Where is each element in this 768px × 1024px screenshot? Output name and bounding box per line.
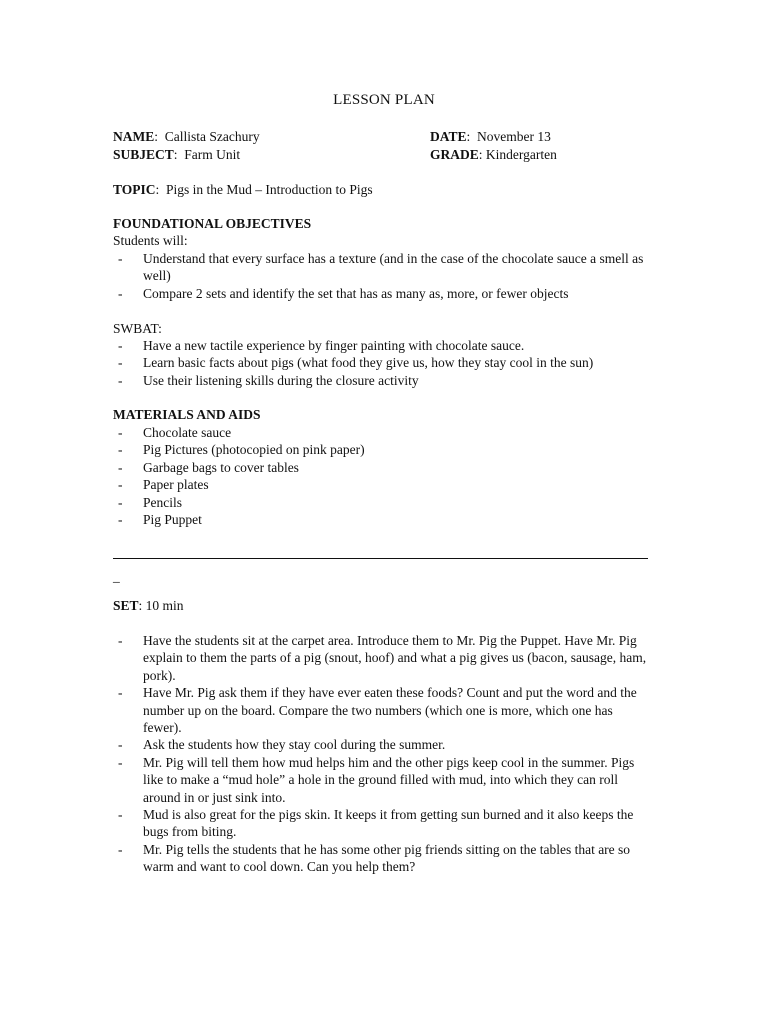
topic-colon: :: [155, 182, 160, 197]
dash-bullet: -: [118, 737, 123, 753]
list-item: [113, 372, 653, 389]
list-item-text: Pig Puppet: [143, 512, 202, 528]
dash-bullet: -: [118, 338, 123, 353]
document-title: LESSON PLAN: [333, 92, 435, 108]
list-item: [113, 285, 653, 302]
grade-row: [430, 146, 557, 163]
list-item-text: Use their listening skills during the closure activity: [143, 372, 419, 388]
objectives-intro: Students will:: [113, 233, 188, 248]
set-duration: 10 min: [145, 598, 184, 613]
dash-bullet: -: [118, 841, 123, 857]
date-colon: :: [466, 129, 471, 144]
name-colon: :: [154, 129, 159, 144]
dash-bullet: -: [118, 285, 123, 301]
swbat-heading: SWBAT:: [113, 321, 162, 336]
date-row: [430, 128, 551, 145]
list-item-text: Ask the students how they stay cool during the summer.: [143, 737, 446, 753]
grade-colon: :: [478, 147, 483, 162]
grade-label: GRADE: [430, 147, 479, 162]
list-item-text: Understand that every surface has a texture (and in the case of the chocolate sauce a smell as well): [143, 251, 644, 284]
subject-value: Farm Unit: [184, 147, 241, 162]
list-item-text: Mr. Pig will tell them how mud helps him and the other pigs keep cool in the summer. Pigs like to make a “mud hole” a hole in the ground filled with mud, into which they can roll around in or just sink into.: [143, 754, 635, 805]
subject-label: SUBJECT: [113, 147, 174, 162]
set-colon: :: [138, 598, 143, 613]
list-item: [113, 441, 653, 458]
list-item-text: Mr. Pig tells the students that he has some other pig friends sitting on the tables that are so warm and want to cool down. Can you help them?: [143, 841, 631, 875]
list-item: [113, 337, 653, 354]
list-item-text: Paper plates: [143, 477, 209, 493]
dash-bullet: -: [118, 425, 123, 440]
list-item: [113, 841, 653, 876]
rule-tail: _: [113, 569, 120, 584]
swbat-list: [113, 337, 653, 389]
list-item: [113, 494, 653, 511]
materials-heading: MATERIALS AND AIDS: [113, 407, 261, 422]
list-item-text: Have the students sit at the carpet area. Introduce them to Mr. Pig the Puppet. Have Mr. Pig explain to them the parts of a pig (snout, hoof) and what a pig gives us (bacon, sausage, ham, pork).: [143, 633, 647, 683]
date-label: DATE: [430, 129, 467, 144]
list-item-text: Learn basic facts about pigs (what food they give us, how they stay cool in the sun): [143, 355, 594, 371]
set-row: [113, 597, 184, 614]
dash-bullet: -: [118, 477, 123, 493]
list-item: [113, 424, 653, 441]
list-item-text: Garbage bags to cover tables: [143, 459, 299, 475]
date-value: November 13: [477, 129, 551, 144]
set-label: SET: [113, 598, 139, 613]
dash-bullet: -: [118, 685, 123, 701]
topic-label: TOPIC: [113, 182, 156, 197]
materials-list: [113, 424, 653, 528]
subject-row: [113, 146, 240, 163]
objectives-heading: FOUNDATIONAL OBJECTIVES: [113, 216, 312, 231]
list-item-text: Pencils: [143, 494, 182, 510]
list-item-text: Chocolate sauce: [143, 425, 232, 440]
dash-bullet: -: [118, 754, 123, 770]
dash-bullet: -: [118, 633, 123, 648]
grade-value: Kindergarten: [485, 147, 557, 162]
objectives-list: [113, 250, 653, 302]
horizontal-rule: [113, 558, 648, 559]
list-item: [113, 754, 653, 806]
dash-bullet: -: [118, 372, 123, 388]
dash-bullet: -: [118, 807, 123, 823]
name-value: Callista Szachury: [164, 129, 260, 144]
list-item-text: Mud is also great for the pigs skin. It keeps it from getting sun burned and it also keeps the bugs from biting.: [143, 807, 634, 840]
dash-bullet: -: [118, 355, 123, 371]
list-item: [113, 511, 653, 528]
list-item: [113, 250, 653, 285]
list-item: [113, 459, 653, 476]
dash-bullet: -: [118, 494, 123, 510]
name-row: [113, 128, 260, 145]
list-item: [113, 806, 653, 841]
dash-bullet: -: [118, 251, 123, 266]
list-item: [113, 476, 653, 493]
list-item-text: Pig Pictures (photocopied on pink paper): [143, 442, 365, 458]
dash-bullet: -: [118, 442, 123, 458]
dash-bullet: -: [118, 512, 123, 528]
list-item: [113, 684, 653, 736]
set-list: [113, 632, 653, 876]
topic-value: Pigs in the Mud – Introduction to Pigs: [166, 182, 373, 197]
list-item: [113, 632, 653, 684]
subject-colon: :: [173, 147, 178, 162]
list-item-text: Have Mr. Pig ask them if they have ever eaten these foods? Count and put the word and the number up on the board. Compare the two numbers (which one is more, which one has fewer).: [143, 685, 637, 736]
list-item: [113, 736, 653, 753]
list-item: [113, 354, 653, 371]
topic-row: [113, 181, 373, 198]
list-item-text: Have a new tactile experience by finger painting with chocolate sauce.: [143, 338, 525, 353]
list-item-text: Compare 2 sets and identify the set that has as many as, more, or fewer objects: [143, 285, 569, 301]
name-label: NAME: [113, 129, 155, 144]
dash-bullet: -: [118, 459, 123, 475]
